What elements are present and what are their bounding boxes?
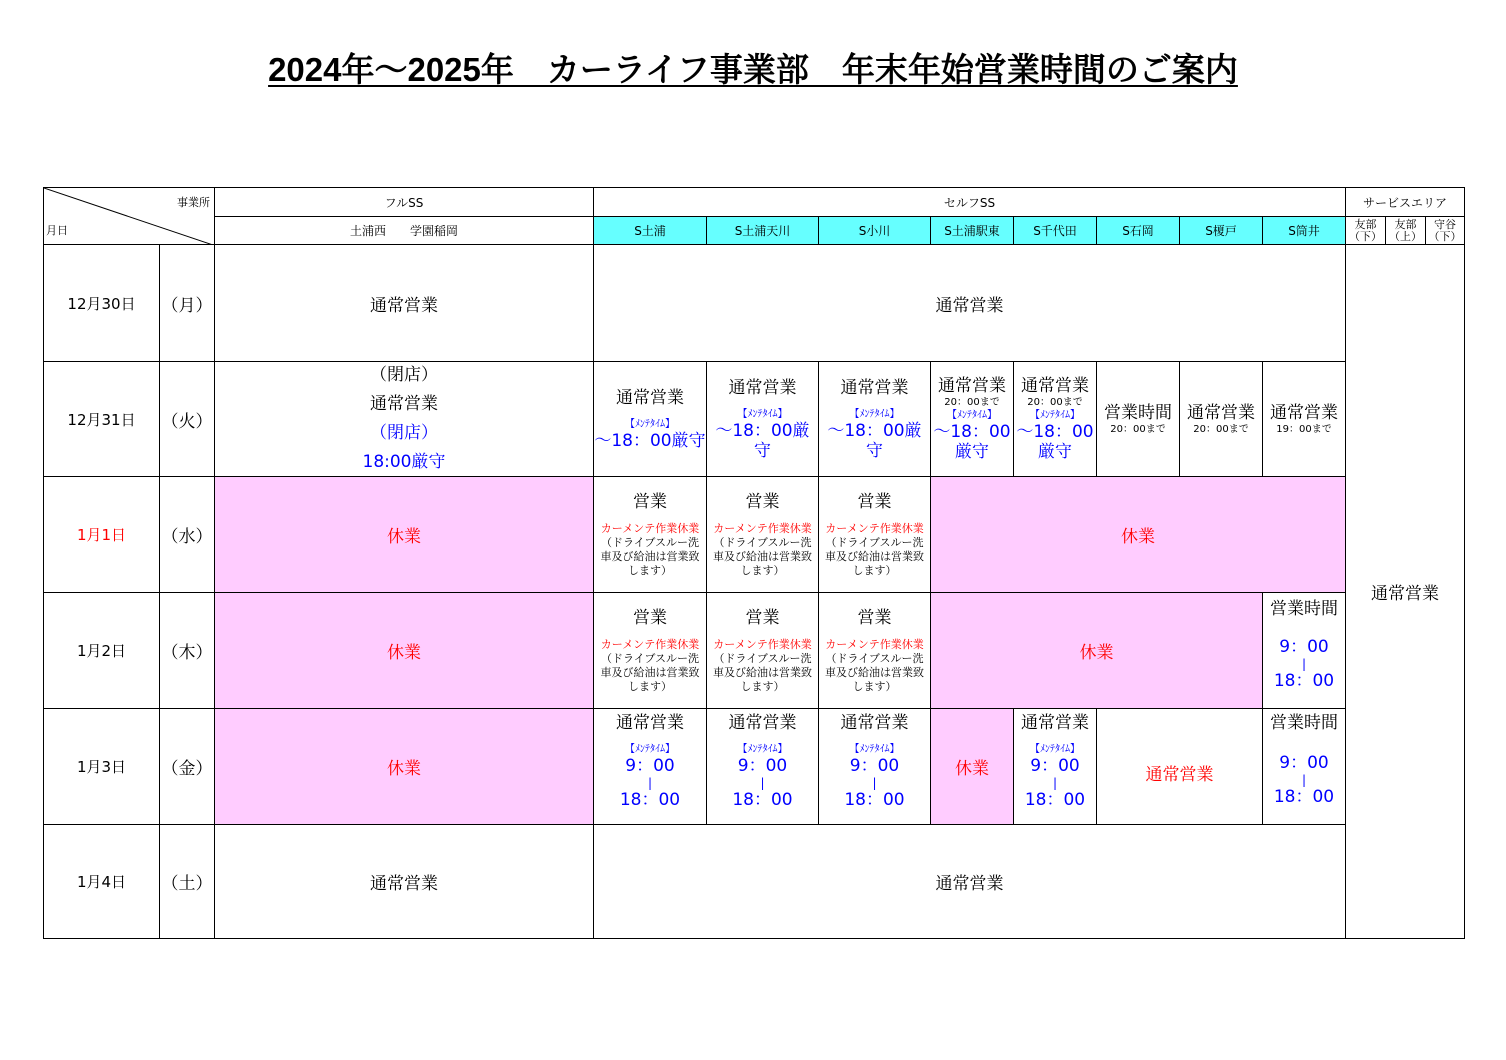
- cell-self-0102: 営業 カーメンテ作業休業 （ドライブスルー洗車及び給油は営業致します）: [593, 592, 707, 709]
- cell-self-1231: 通常営業 20：00まで 【ﾒﾝﾃﾀｲﾑ】 ～18：00 厳守: [1013, 361, 1097, 477]
- station-s-tsuchiura-ekihigashi: S土浦駅東: [930, 216, 1014, 245]
- sa-tomobe-down: 友部 （下）: [1345, 216, 1386, 245]
- cell-self-0103-tsutsui: 営業時間 9：00 | 18：00: [1262, 708, 1346, 825]
- cell-service-area-all: 通常営業: [1345, 244, 1465, 939]
- cell-self-0102-tsutsui: 営業時間 9：00 | 18：00: [1262, 592, 1346, 709]
- row-day: （月）: [159, 244, 215, 362]
- row-day: （木）: [159, 592, 215, 709]
- row-day: （火）: [159, 361, 215, 477]
- cell-self-1231: 通常営業 【ﾒﾝﾃﾀｲﾑ】 ～18：00厳守: [818, 361, 931, 477]
- cell-self-1231: 通常営業 20：00まで: [1179, 361, 1263, 477]
- group-self-ss: セルフSS: [593, 187, 1346, 217]
- cell-full-1230: 通常営業: [214, 244, 594, 362]
- cell-full-0103: 休業: [214, 708, 594, 825]
- cell-self-0102: 営業 カーメンテ作業休業 （ドライブスルー洗車及び給油は営業致します）: [706, 592, 819, 709]
- sa-moriya-down: 守谷 （下）: [1425, 216, 1465, 245]
- cell-self-0103-ishioka-enokido: 通常営業: [1096, 708, 1263, 825]
- cell-self-1231: 通常営業 【ﾒﾝﾃﾀｲﾑ】 ～18：00厳守: [593, 361, 707, 477]
- cell-self-0104: 通常営業: [593, 824, 1346, 939]
- cell-self-1231: 通常営業 【ﾒﾝﾃﾀｲﾑ】 ～18：00厳守: [706, 361, 819, 477]
- row-day: （水）: [159, 476, 215, 593]
- row-day: （金）: [159, 708, 215, 825]
- cell-self-0103: 通常営業 【ﾒﾝﾃﾀｲﾑ】 9：00 | 18：00: [593, 708, 707, 825]
- sa-tomobe-up: 友部 （上）: [1385, 216, 1426, 245]
- page-title: 2024年～2025年 カーライフ事業部 年末年始営業時間のご案内: [268, 51, 1238, 88]
- cell-self-0101: 営業 カーメンテ作業休業 （ドライブスルー洗車及び給油は営業致します）: [818, 476, 931, 593]
- cell-self-1231: 通常営業 20：00まで 【ﾒﾝﾃﾀｲﾑ】 ～18：00 厳守: [930, 361, 1014, 477]
- cell-self-0103: 通常営業 【ﾒﾝﾃﾀｲﾑ】 9：00 | 18：00: [706, 708, 819, 825]
- cell-self-0103-ekihigashi: 休業: [930, 708, 1014, 825]
- cell-self-0103: 通常営業 【ﾒﾝﾃﾀｲﾑ】 9：00 | 18：00: [818, 708, 931, 825]
- row-date: 1月4日: [43, 824, 160, 939]
- corner-office-label: 事業所: [177, 196, 210, 209]
- cell-full-1231: （閉店） 通常営業 （閉店） 18:00厳守: [214, 361, 594, 477]
- cell-self-1230: 通常営業: [593, 244, 1346, 362]
- cell-self-0102: 営業 カーメンテ作業休業 （ドライブスルー洗車及び給油は営業致します）: [818, 592, 931, 709]
- cell-self-0101: 営業 カーメンテ作業休業 （ドライブスルー洗車及び給油は営業致します）: [706, 476, 819, 593]
- station-s-enokido: S榎戸: [1179, 216, 1263, 245]
- row-date: 12月31日: [43, 361, 160, 477]
- cell-self-0103-chiyoda: 通常営業 【ﾒﾝﾃﾀｲﾑ】 9：00 | 18：00: [1013, 708, 1097, 825]
- cell-self-1231: 通常営業 19：00まで: [1262, 361, 1346, 477]
- group-service-area: サービスエリア: [1345, 187, 1465, 217]
- station-s-ishioka: S石岡: [1096, 216, 1180, 245]
- group-full-ss: フルSS: [214, 187, 594, 217]
- cell-self-0101: 営業 カーメンテ作業休業 （ドライブスルー洗車及び給油は営業致します）: [593, 476, 707, 593]
- cell-full-0101: 休業: [214, 476, 594, 593]
- station-s-ogawa: S小川: [818, 216, 931, 245]
- row-day: （土）: [159, 824, 215, 939]
- header-corner: [43, 187, 215, 245]
- cell-self-1231: 営業時間 20：00まで: [1096, 361, 1180, 477]
- cell-self-0101-closed: 休業: [930, 476, 1346, 593]
- station-s-tsuchiura: S土浦: [593, 216, 707, 245]
- station-s-chiyoda: S千代田: [1013, 216, 1097, 245]
- row-date: 12月30日: [43, 244, 160, 362]
- station-s-tsutsui: S筒井: [1262, 216, 1346, 245]
- row-date: 1月2日: [43, 592, 160, 709]
- cell-full-0104: 通常営業: [214, 824, 594, 939]
- station-s-tsuchiura-amagawa: S土浦天川: [706, 216, 819, 245]
- cell-self-0102-closed: 休業: [930, 592, 1263, 709]
- row-date: 1月1日: [43, 476, 160, 593]
- row-date: 1月3日: [43, 708, 160, 825]
- cell-full-0102: 休業: [214, 592, 594, 709]
- full-ss-stations: 土浦西 学園稲岡: [214, 216, 594, 245]
- corner-date-label: 月日: [46, 224, 68, 237]
